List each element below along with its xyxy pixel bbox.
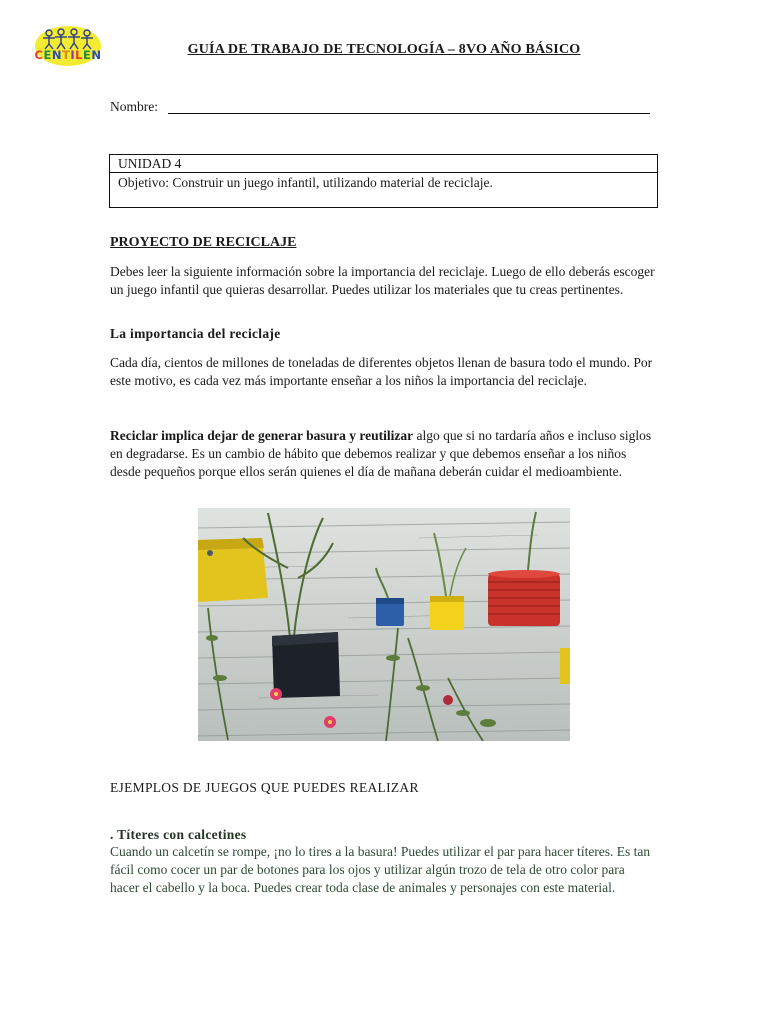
examples-heading: EJEMPLOS DE JUEGOS QUE PUEDES REALIZAR xyxy=(110,780,419,795)
project-intro: Debes leer la siguiente información sobre la importancia del reciclaje. Luego de ello deberás escoger un juego infantil que quieras desarrollar. Puedes utilizar los materiales que tu creas pertinentes. xyxy=(110,264,655,297)
unit-label: UNIDAD 4 xyxy=(110,155,657,173)
logo-text: CENTILEN xyxy=(34,48,102,62)
project-heading: PROYECTO DE RECICLAJE xyxy=(110,235,297,250)
importance-paragraph-2 xyxy=(110,427,656,481)
hanging-can-planters-image xyxy=(198,508,570,741)
importance-heading: La importancia del reciclaje xyxy=(110,326,281,341)
puppets-heading: . Títeres con calcetines xyxy=(110,827,247,842)
name-label: Nombre: xyxy=(110,99,158,114)
objective-text: Objetivo: Construir un juego infantil, utilizando material de reciclaje. xyxy=(118,175,493,190)
page-title: GUÍA DE TRABAJO DE TECNOLOGÍA – 8VO AÑO BÁSICO xyxy=(187,42,581,57)
name-input-line[interactable] xyxy=(168,113,650,114)
recycling-definition-bold: Reciclar implica dejar de generar basura y reutilizar xyxy=(110,428,414,443)
recycling-definition-rest: algo que si no tardaría años e incluso siglos en degradarse. Es un cambio de hábito que debemos realizar y que debemos enseñar a los niños desde pequeños porque ellos serán quienes el día de mañana deberán cuidar el medioambiente. xyxy=(110,428,652,479)
importance-paragraph-1: Cada día, cientos de millones de toneladas de diferentes objetos llenan de basura todo el mundo. Por este motivo, es cada vez más importante enseñar a los niños la importancia del reciclaje. xyxy=(110,355,653,388)
puppets-description: Cuando un calcetín se rompe, ¡no lo tires a la basura! Puedes utilizar el par para hacer títeres. Es tan fácil como cocer un par de botones para los ojos y utilizar algún trozo de tela de otro color para hacer el cabello y la boca. Puedes crear toda clase de animales y personajes con este material. xyxy=(110,844,651,895)
recycled-planters-photo xyxy=(198,508,570,741)
unit-objective-box xyxy=(109,154,658,208)
